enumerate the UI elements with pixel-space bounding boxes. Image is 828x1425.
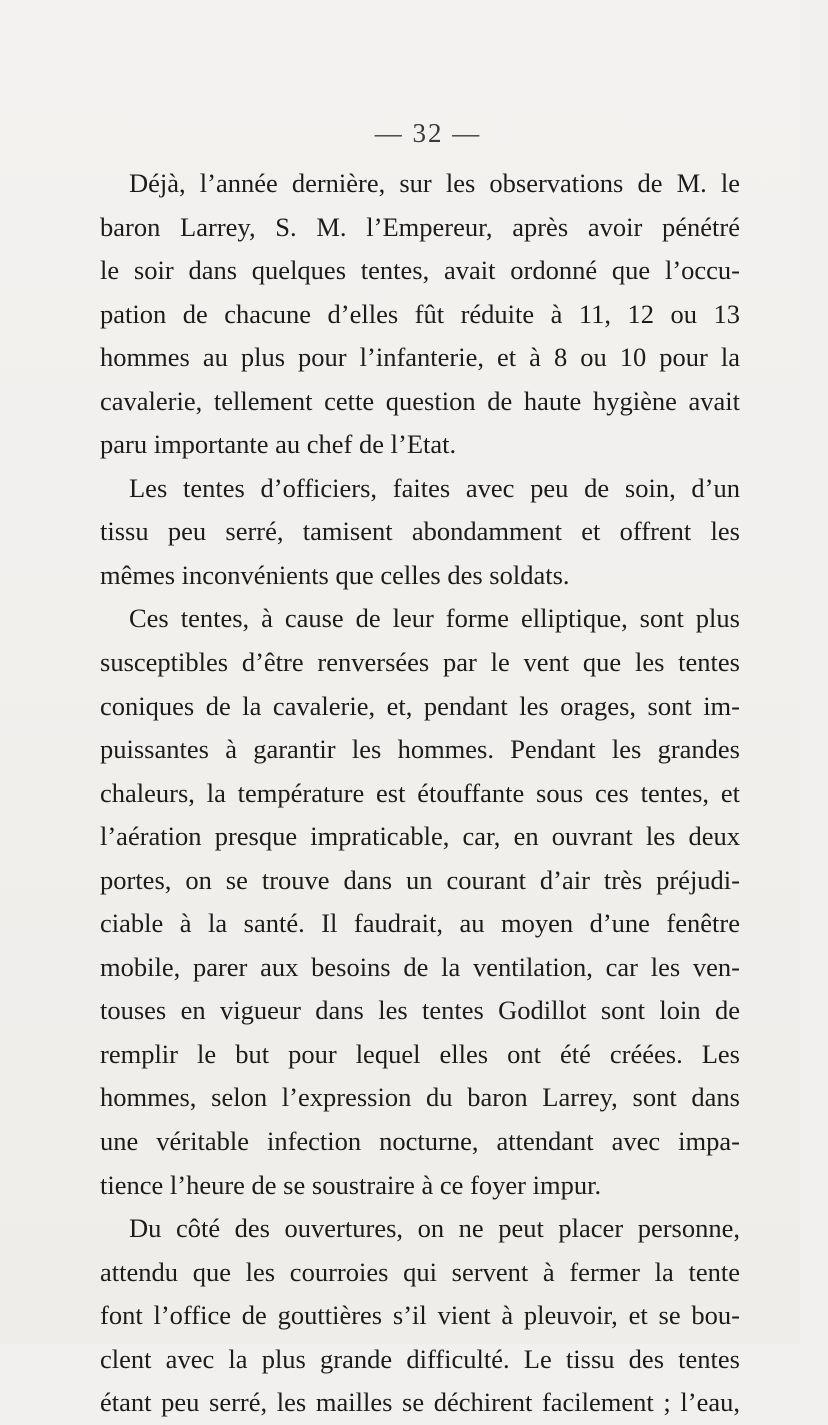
- text-line: cavalerie, tellement cette question de haute hygiène avait: [100, 385, 740, 416]
- text-line: hommes, selon l’expression du baron Larrey, sont dans: [100, 1082, 740, 1113]
- text-line: Déjà, l’année dernière, sur les observations de M. le: [129, 168, 740, 198]
- body-text: [100, 162, 740, 1425]
- text-line: tience l’heure de se soustraire à ce foyer impur.: [100, 1169, 602, 1200]
- text-line: baron Larrey, S. M. l’Empereur, après avoir pénétré: [100, 211, 740, 242]
- text-line: une véritable infection nocturne, attendant avec impa-: [100, 1126, 740, 1157]
- text-line: font l’office de gouttières s’il vient à pleuvoir, et se bou-: [100, 1300, 740, 1331]
- text-line: puissantes à garantir les hommes. Pendant les grandes: [100, 734, 740, 765]
- text-line: chaleurs, la température est étouffante sous ces tentes, et: [100, 777, 740, 808]
- text-line: Les tentes d’officiers, faites avec peu de soin, d’un: [129, 472, 740, 503]
- text-line: hommes au plus pour l’infanterie, et à 8 ou 10 pour la: [100, 342, 740, 373]
- text-line: clent avec la plus grande difficulté. Le tissu des tentes: [100, 1343, 740, 1374]
- text-line: tissu peu serré, tamisent abondamment et offrent les: [100, 516, 740, 547]
- text-line: coniques de la cavalerie, et, pendant les orages, sont im-: [100, 690, 740, 721]
- text-line: ciable à la santé. Il faudrait, au moyen d’une fenêtre: [100, 908, 740, 939]
- text-line: Ces tentes, à cause de leur forme elliptique, sont plus: [129, 603, 740, 634]
- text-line: attendu que les courroies qui servent à fermer la tente: [100, 1256, 740, 1287]
- text-line: pation de chacune d’elles fût réduite à 11, 12 ou 13: [100, 298, 740, 329]
- page-number: — 32 —: [374, 118, 482, 148]
- text-line: susceptibles d’être renversées par le vent que les tentes: [100, 647, 740, 678]
- text-line: mêmes inconvénients que celles des soldats.: [100, 559, 570, 590]
- text-line: Du côté des ouvertures, on ne peut placer personne,: [129, 1213, 740, 1244]
- text-line: portes, on se trouve dans un courant d’air très préjudi-: [100, 864, 740, 895]
- text-line: étant peu serré, les mailles se déchirent facilement ; l’eau,: [100, 1387, 740, 1418]
- text-line: remplir le but pour lequel elles ont été créées. Les: [100, 1038, 740, 1069]
- text-line: touses en vigueur dans les tentes Godillot sont loin de: [100, 995, 740, 1026]
- text-line: mobile, parer aux besoins de la ventilation, car les ven-: [100, 951, 740, 982]
- text-line: paru importante au chef de l’Etat.: [100, 429, 457, 460]
- text-line: l’aération presque impraticable, car, en ouvrant les deux: [100, 821, 740, 852]
- text-line: le soir dans quelques tentes, avait ordonné que l’occu-: [100, 255, 740, 286]
